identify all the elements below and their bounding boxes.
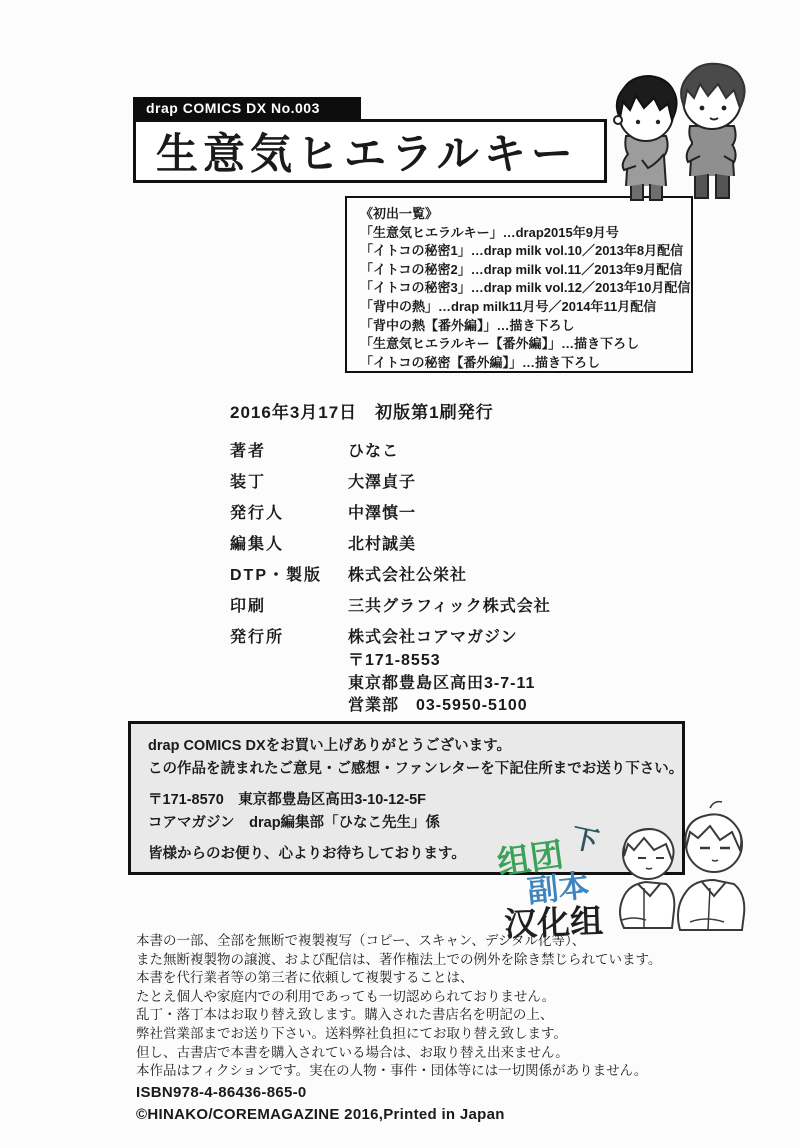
publisher-postal-code: 〒171-8553 [348,652,441,669]
credit-row-publishing-office [230,629,650,646]
watermark-part-blue: 副本 [525,867,592,911]
credit-value: 北村誠美 [348,536,417,553]
first-publication-item: 「イトコの秘密1」…drap milk vol.10／2013年8月配信 [360,243,684,259]
first-publication-item: 「生意気ヒエラルキー」…drap2015年9月号 [360,224,619,240]
credit-row-editor [230,536,650,553]
thanks-line: drap COMICS DXをお買い上げありがとうございます。 [148,738,511,754]
legal-line: たとえ個人や家庭内での利用であっても一切認められておりません。 [136,988,556,1004]
first-publication-item: 「背中の熱」…drap milk11月号／2014年11月配信 [360,298,657,314]
credit-label: 著者 [230,443,267,460]
fan-letter-postal: 〒171-8570 東京都豊島区高田3-10-12-5F [148,792,427,808]
title-box [133,119,607,183]
credits-list [230,443,650,718]
credit-row-author [230,443,650,460]
first-publication-item: 「イトコの秘密【番外編】」…描き下ろし [360,354,600,370]
legal-line: 弊社営業部までお送り下さい。送料弊社負担にてお取り替え致します。 [136,1025,567,1041]
first-publication-item: 「背中の熱【番外編】」…描き下ろし [360,317,575,333]
credit-label: DTP・製版 [230,567,323,584]
publisher-address: 東京都豊島区高田3-7-11 [348,674,536,692]
legal-line: 乱丁・落丁本はお取り替え致します。購入された書店名を明記の上、 [136,1007,554,1023]
watermark-part-green: 组团 [494,834,566,883]
first-publication-box [345,196,693,373]
legal-line: 本作品はフィクションです。実在の人物・事件・団体等には一切関係がありません。 [136,1063,648,1079]
fan-letter-address: コアマガジン drap編集部「ひなこ先生」係 [148,814,441,831]
legal-line: 本書の一部、全部を無断で複製複写（コピー、スキャン、デジタル化等）、 [136,933,586,948]
closing-line: 皆様からのお便り、心よりお待ちしております。 [148,846,466,862]
credit-row-printing [230,598,650,615]
publisher-phone: 営業部 03-5950-5100 [348,697,528,714]
credit-label: 編集人 [230,536,285,553]
legal-line: 但し、古書店で本書を購入されている場合は、お取り替え出来ません。 [136,1044,569,1060]
edition-date: 2016年3月17日 初版第1刷発行 [230,403,494,422]
series-label-bar: drap COMICS DX No.003 [133,97,361,120]
first-publication-item: 「イトコの秘密2」…drap milk vol.11／2013年9月配信 [360,261,683,277]
copyright: ©HINAKO/COREMAGAZINE 2016,Printed in Japan [136,1106,505,1123]
first-publication-item: 「イトコの秘密3」…drap milk vol.12／2013年10月配信 [360,280,691,296]
chibi-couple-bottom-illustration [594,792,772,934]
credit-label: 装丁 [230,474,267,491]
credit-value: 中澤慎一 [348,505,417,522]
chibi-couple-top-illustration [598,36,766,204]
credit-label: 発行人 [230,505,285,522]
legal-notice [136,932,662,1081]
watermark-part-dark: 下 [568,822,602,859]
book-title: 生意気ヒエラルキー [156,129,578,178]
credit-value: 株式会社コアマガジン [348,629,518,646]
fan-letter-line: この作品を読まれたご意見・ご感想・ファンレターを下記住所までお送り下さい。 [148,760,684,777]
credit-value: ひなこ [348,443,400,460]
credit-label: 発行所 [230,629,285,646]
credit-row-dtp [230,567,650,584]
legal-line: 本書を代行業者等の第三者に依頼して複製することは、 [136,970,474,986]
credit-value: 大澤貞子 [348,474,417,491]
credit-label: 印刷 [230,598,267,615]
first-publication-heading: 《初出一覧》 [360,206,439,221]
legal-line: また無断複製物の譲渡、および配信は、著作権法上での例外を除き禁じられています。 [136,951,662,967]
credit-value: 株式会社公栄社 [348,567,468,584]
credit-row-design [230,474,650,491]
watermark-part-black: 汉化组 [503,901,604,944]
credit-value: 三共グラフィック株式会社 [348,598,551,615]
first-publication-item: 「生意気ヒエラルキー【番外編】」…描き下ろし [360,336,640,352]
credit-row-publisher-person [230,505,650,522]
isbn: ISBN978-4-86436-865-0 [136,1084,307,1101]
